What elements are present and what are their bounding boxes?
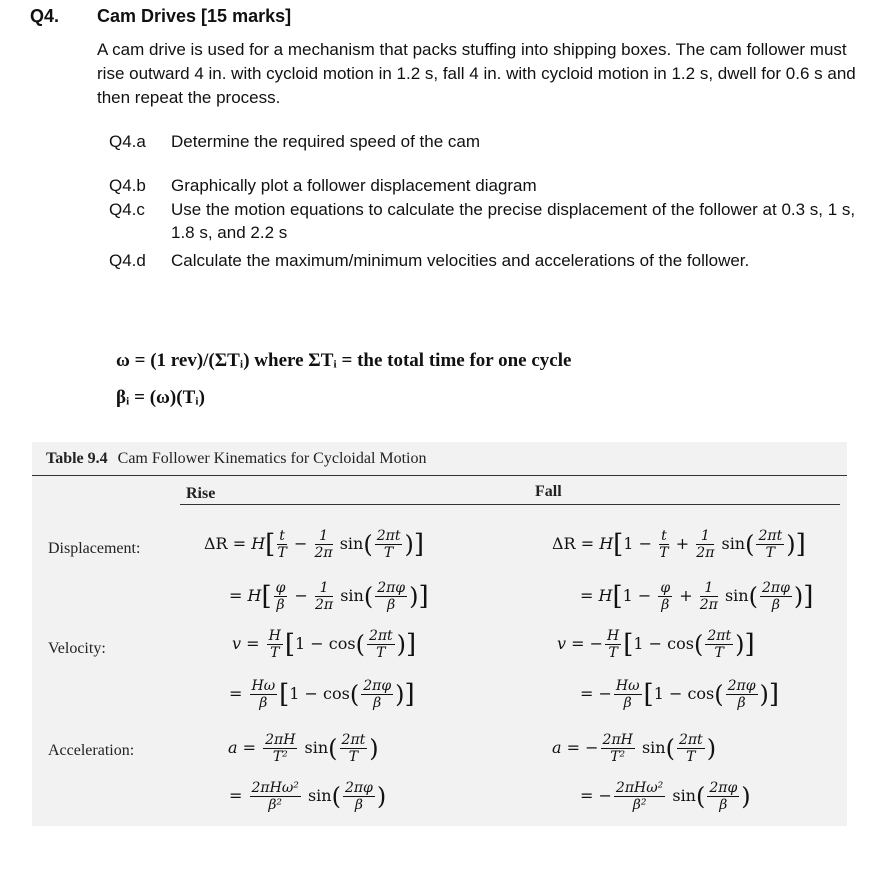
part-label: Q4.d bbox=[109, 251, 146, 270]
part-label: Q4.a bbox=[109, 132, 146, 151]
question-intro: A cam drive is used for a mechanism that packs stuffing into shipping boxes. The cam follower must rise outward 4 in. with cycloid motion in 1.2 s, fall 4 in. with cycloid motion in 1.2 s, dwell for 0.6 s and then repeat the process. bbox=[97, 40, 856, 107]
table-caption-title: Cam Follower Kinematics for Cycloidal Motion bbox=[117, 450, 427, 467]
fall-velocity-eq-t: v = − $\frac{H}{T}$ [1 − cos( $\frac{2\pi t}{T}$ )] bbox=[557, 628, 755, 661]
rise-displacement-eq-phi: = H[ $\frac{\varphi}{\beta}$ − $\frac{1}{2\pi}$ sin( $\frac{2\pi\varphi}{\beta}$ )] bbox=[229, 580, 429, 613]
question-number: Q4. bbox=[30, 6, 60, 26]
kinematics-table bbox=[32, 442, 847, 826]
header-rule bbox=[180, 504, 840, 505]
omega-formula: ω = (1 rev)/(ΣTᵢ) where ΣTᵢ = the total time for one cycle bbox=[116, 350, 572, 371]
fall-acceleration-eq-t: a = − $\frac{2\pi H}{\text{T²}}$ sin( $\frac{2\pi t}{T}$ ) bbox=[552, 732, 717, 765]
column-header-fall: Fall bbox=[535, 483, 562, 500]
part-a bbox=[109, 130, 869, 154]
rise-acceleration-eq-t: a = $\frac{2\pi H}{\text{T²}}$ sin( $\frac{2\pi t}{T}$ ) bbox=[228, 732, 379, 765]
fall-acceleration-eq-phi: = − $\frac{\text{2πHω²}}{\text{β²}}$ sin( $\frac{2\pi\varphi}{\beta}$ ) bbox=[580, 780, 751, 813]
row-label-displacement: Displacement: bbox=[48, 540, 141, 557]
rise-velocity-eq-phi: = $\frac{H\omega}{\beta}$ [1 − cos( $\frac{2\pi\varphi}{\beta}$ )] bbox=[229, 678, 415, 711]
part-label: Q4.b bbox=[109, 176, 146, 195]
table-caption-number: Table 9.4 bbox=[46, 450, 108, 467]
question-title: Cam Drives [15 marks] bbox=[97, 6, 292, 26]
part-label: Q4.c bbox=[109, 200, 145, 219]
part-d bbox=[109, 249, 869, 273]
caption-rule bbox=[32, 475, 847, 476]
fall-displacement-eq-t: ΔR = H[1 − $\frac{t}{T}$ + $\frac{1}{2\pi}$ sin( $\frac{2\pi t}{T}$ )] bbox=[552, 528, 806, 561]
part-text: Determine the required speed of the cam bbox=[171, 132, 481, 151]
part-text: Graphically plot a follower displacement diagram bbox=[171, 176, 537, 195]
row-label-acceleration: Acceleration: bbox=[48, 742, 135, 759]
part-text: Calculate the maximum/minimum velocities and accelerations of the follower. bbox=[171, 251, 750, 270]
rise-acceleration-eq-phi: = $\frac{\text{2πHω²}}{\text{β²}}$ sin( $\frac{2\pi\varphi}{\beta}$ ) bbox=[229, 780, 387, 813]
table-caption bbox=[46, 450, 427, 468]
column-header-rise: Rise bbox=[186, 485, 216, 502]
part-text: Use the motion equations to calculate the precise displacement of the follower at 0.3 s, 1 s, 1.8 s, and 2.2 s bbox=[171, 200, 856, 242]
fall-velocity-eq-phi: = − $\frac{H\omega}{\beta}$ [1 − cos( $\frac{2\pi\varphi}{\beta}$ )] bbox=[580, 678, 780, 711]
fall-displacement-eq-phi: = H[1 − $\frac{\varphi}{\beta}$ + $\frac{1}{2\pi}$ sin( $\frac{2\pi\varphi}{\beta}$ )] bbox=[580, 580, 814, 613]
rise-velocity-eq-t: v = $\frac{H}{T}$ [1 − cos( $\frac{2\pi t}{T}$ )] bbox=[232, 628, 417, 661]
part-b bbox=[109, 174, 869, 198]
rise-displacement-eq-t: ΔR = H[ $\frac{t}{T}$ − $\frac{1}{2\pi}$ sin( $\frac{2\pi t}{T}$ )] bbox=[204, 528, 424, 561]
row-label-velocity: Velocity: bbox=[48, 640, 106, 657]
part-c bbox=[109, 198, 869, 246]
beta-formula: βᵢ = (ω)(Tᵢ) bbox=[116, 387, 205, 408]
